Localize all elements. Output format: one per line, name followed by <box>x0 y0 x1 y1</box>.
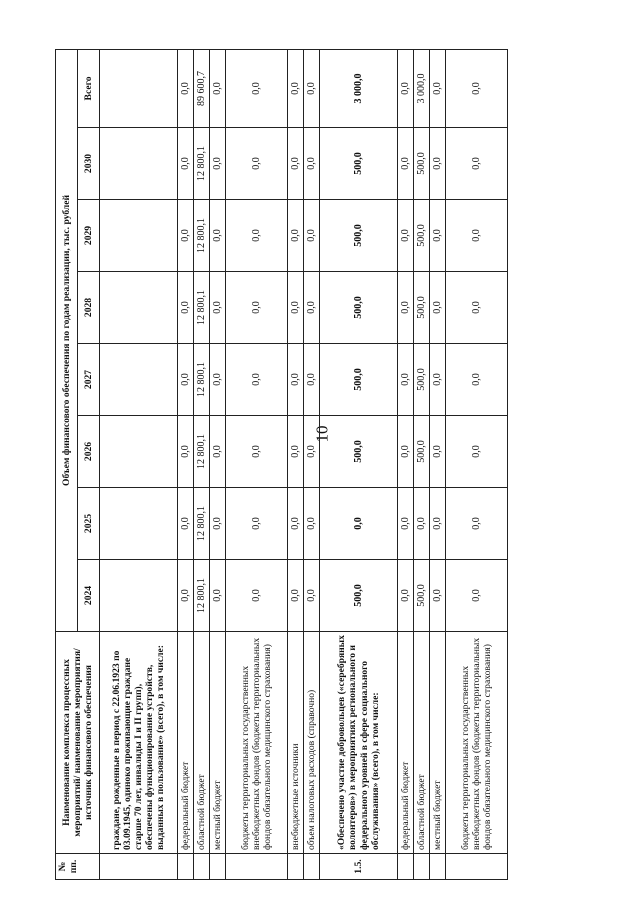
row-year-value: 0,0 <box>178 344 194 416</box>
header-name: Наименование комплекса процессных мероприятий/ наименование мероприятия/ источник финансового обеспечения <box>56 632 100 854</box>
row-year-value: 500,0 <box>320 560 398 632</box>
row-name: местный бюджет <box>430 632 446 854</box>
row-year-value: 0,0 <box>288 272 304 344</box>
row-name: внебюджетные источники <box>288 632 304 854</box>
row-year-value: 0,0 <box>226 344 288 416</box>
row-year-value: 0,0 <box>210 560 226 632</box>
row-year-value: 0,0 <box>304 488 320 560</box>
table-row <box>210 49 226 879</box>
row-year-value: 0,0 <box>446 128 508 200</box>
row-total-value: 0,0 <box>430 49 446 127</box>
row-name: бюджеты территориальных государственных внебюджетных фондов (бюджеты территориальных фондов обязательного медицинского страхования) <box>446 632 508 854</box>
table-body <box>100 49 508 879</box>
row-year-value: 0,0 <box>398 560 414 632</box>
header-year: 2025 <box>78 488 100 560</box>
row-number <box>446 854 508 880</box>
rotated-table-container <box>55 50 590 880</box>
row-year-value: 0,0 <box>210 416 226 488</box>
row-year-value: 0,0 <box>398 128 414 200</box>
row-year-value: 0,0 <box>304 560 320 632</box>
page-number: 10 <box>312 425 332 443</box>
row-year-value: 0,0 <box>288 200 304 272</box>
row-name: граждане, рожденные в период с 22.06.1923 по 03.09.1945, одиноко проживающие граждане старше 70 лет, инвалиды I и II групп), обеспечены функционирование устройств, выданных в пользование» (всего), в том числе: <box>100 632 178 854</box>
row-total-value: 0,0 <box>178 49 194 127</box>
row-number <box>210 854 226 880</box>
row-year-value <box>100 560 178 632</box>
financing-table <box>55 49 508 880</box>
row-year-value: 0,0 <box>178 200 194 272</box>
table-row <box>304 49 320 879</box>
row-number <box>304 854 320 880</box>
row-year-value: 0,0 <box>178 128 194 200</box>
row-year-value: 0,0 <box>210 128 226 200</box>
row-year-value: 0,0 <box>398 272 414 344</box>
table-row <box>226 49 288 879</box>
row-year-value: 0,0 <box>398 488 414 560</box>
table-row <box>100 49 178 879</box>
row-year-value: 500,0 <box>414 200 430 272</box>
row-year-value: 0,0 <box>430 272 446 344</box>
row-year-value: 12 800,1 <box>194 272 210 344</box>
row-name: «Обеспечено участие добровольцев («серебряных волонтеров») в мероприятиях регионального и федерального уровней в сфере социального обслуживания» (всего), в том числе: <box>320 632 398 854</box>
row-year-value: 0,0 <box>430 344 446 416</box>
row-number <box>194 854 210 880</box>
header-year: 2028 <box>78 272 100 344</box>
row-year-value: 0,0 <box>320 488 398 560</box>
row-year-value: 12 800,1 <box>194 488 210 560</box>
table-row <box>430 49 446 879</box>
row-year-value: 0,0 <box>398 200 414 272</box>
row-year-value: 12 800,1 <box>194 128 210 200</box>
row-year-value: 0,0 <box>288 344 304 416</box>
row-number <box>398 854 414 880</box>
row-year-value: 500,0 <box>320 128 398 200</box>
row-year-value: 500,0 <box>320 200 398 272</box>
table-row <box>288 49 304 879</box>
header-year: 2026 <box>78 416 100 488</box>
row-year-value: 0,0 <box>304 416 320 488</box>
row-year-value: 0,0 <box>446 488 508 560</box>
row-year-value <box>100 344 178 416</box>
row-total-value: 89 600,7 <box>194 49 210 127</box>
row-year-value <box>100 416 178 488</box>
row-total-value: 0,0 <box>210 49 226 127</box>
row-year-value: 500,0 <box>414 344 430 416</box>
row-year-value: 0,0 <box>414 488 430 560</box>
row-total-value: 0,0 <box>288 49 304 127</box>
row-year-value: 0,0 <box>304 272 320 344</box>
row-total-value: 3 000,0 <box>320 49 398 127</box>
row-year-value: 0,0 <box>430 128 446 200</box>
row-year-value: 500,0 <box>320 344 398 416</box>
row-year-value: 12 800,1 <box>194 344 210 416</box>
row-year-value <box>100 272 178 344</box>
table-row <box>414 49 430 879</box>
row-year-value: 12 800,1 <box>194 416 210 488</box>
row-year-value: 0,0 <box>430 488 446 560</box>
row-number: 1.5. <box>320 854 398 880</box>
row-year-value: 0,0 <box>288 488 304 560</box>
table-row <box>178 49 194 879</box>
row-year-value: 0,0 <box>430 560 446 632</box>
row-year-value: 0,0 <box>226 488 288 560</box>
row-year-value: 0,0 <box>178 488 194 560</box>
row-name: федеральный бюджет <box>398 632 414 854</box>
row-total-value: 0,0 <box>226 49 288 127</box>
row-year-value: 500,0 <box>320 416 398 488</box>
row-year-value: 0,0 <box>226 560 288 632</box>
row-year-value: 0,0 <box>226 200 288 272</box>
row-year-value: 0,0 <box>178 272 194 344</box>
row-name: федеральный бюджет <box>178 632 194 854</box>
row-year-value: 0,0 <box>398 344 414 416</box>
row-year-value: 500,0 <box>414 416 430 488</box>
row-total-value: 0,0 <box>446 49 508 127</box>
row-year-value: 0,0 <box>446 344 508 416</box>
row-year-value: 500,0 <box>414 560 430 632</box>
row-year-value: 0,0 <box>226 272 288 344</box>
row-year-value: 0,0 <box>288 128 304 200</box>
row-year-value: 0,0 <box>210 344 226 416</box>
row-name: областной бюджет <box>194 632 210 854</box>
row-year-value: 0,0 <box>210 488 226 560</box>
row-year-value: 500,0 <box>414 128 430 200</box>
row-year-value: 0,0 <box>210 272 226 344</box>
row-year-value: 12 800,1 <box>194 560 210 632</box>
row-year-value: 0,0 <box>446 560 508 632</box>
header-total: Всего <box>78 49 100 127</box>
row-year-value: 0,0 <box>210 200 226 272</box>
row-year-value: 0,0 <box>288 416 304 488</box>
row-total-value: 0,0 <box>304 49 320 127</box>
row-year-value: 0,0 <box>304 344 320 416</box>
table-row <box>320 49 398 879</box>
row-year-value: 0,0 <box>446 416 508 488</box>
header-year: 2029 <box>78 200 100 272</box>
table-row <box>398 49 414 879</box>
row-total-value <box>100 49 178 127</box>
row-year-value <box>100 200 178 272</box>
row-year-value: 0,0 <box>430 200 446 272</box>
row-year-value: 0,0 <box>178 416 194 488</box>
row-year-value: 0,0 <box>430 416 446 488</box>
row-name: бюджеты территориальных государственных внебюджетных фондов (бюджеты территориальных фондов обязательного медицинского страхования) <box>226 632 288 854</box>
row-year-value: 0,0 <box>398 416 414 488</box>
row-name: объем налоговых расходов (справочно) <box>304 632 320 854</box>
table-row <box>446 49 508 879</box>
header-group: Объем финансового обеспечения по годам реализации, тыс. рублей <box>56 49 78 631</box>
row-name: областной бюджет <box>414 632 430 854</box>
row-number <box>226 854 288 880</box>
header-number: № пп. <box>56 854 100 880</box>
header-year: 2024 <box>78 560 100 632</box>
row-year-value <box>100 128 178 200</box>
row-year-value: 0,0 <box>446 272 508 344</box>
row-year-value: 0,0 <box>226 128 288 200</box>
row-number <box>178 854 194 880</box>
row-number <box>288 854 304 880</box>
row-year-value: 0,0 <box>226 416 288 488</box>
row-number <box>100 854 178 880</box>
row-year-value: 500,0 <box>320 272 398 344</box>
row-total-value: 0,0 <box>398 49 414 127</box>
header-year: 2030 <box>78 128 100 200</box>
table-row <box>194 49 210 879</box>
row-year-value: 0,0 <box>446 200 508 272</box>
row-year-value: 12 800,1 <box>194 200 210 272</box>
row-name: местный бюджет <box>210 632 226 854</box>
row-year-value: 500,0 <box>414 272 430 344</box>
row-number <box>414 854 430 880</box>
row-year-value: 0,0 <box>304 200 320 272</box>
row-year-value: 0,0 <box>288 560 304 632</box>
row-number <box>430 854 446 880</box>
header-year: 2027 <box>78 344 100 416</box>
row-total-value: 3 000,0 <box>414 49 430 127</box>
row-year-value: 0,0 <box>304 128 320 200</box>
row-year-value <box>100 488 178 560</box>
row-year-value: 0,0 <box>178 560 194 632</box>
